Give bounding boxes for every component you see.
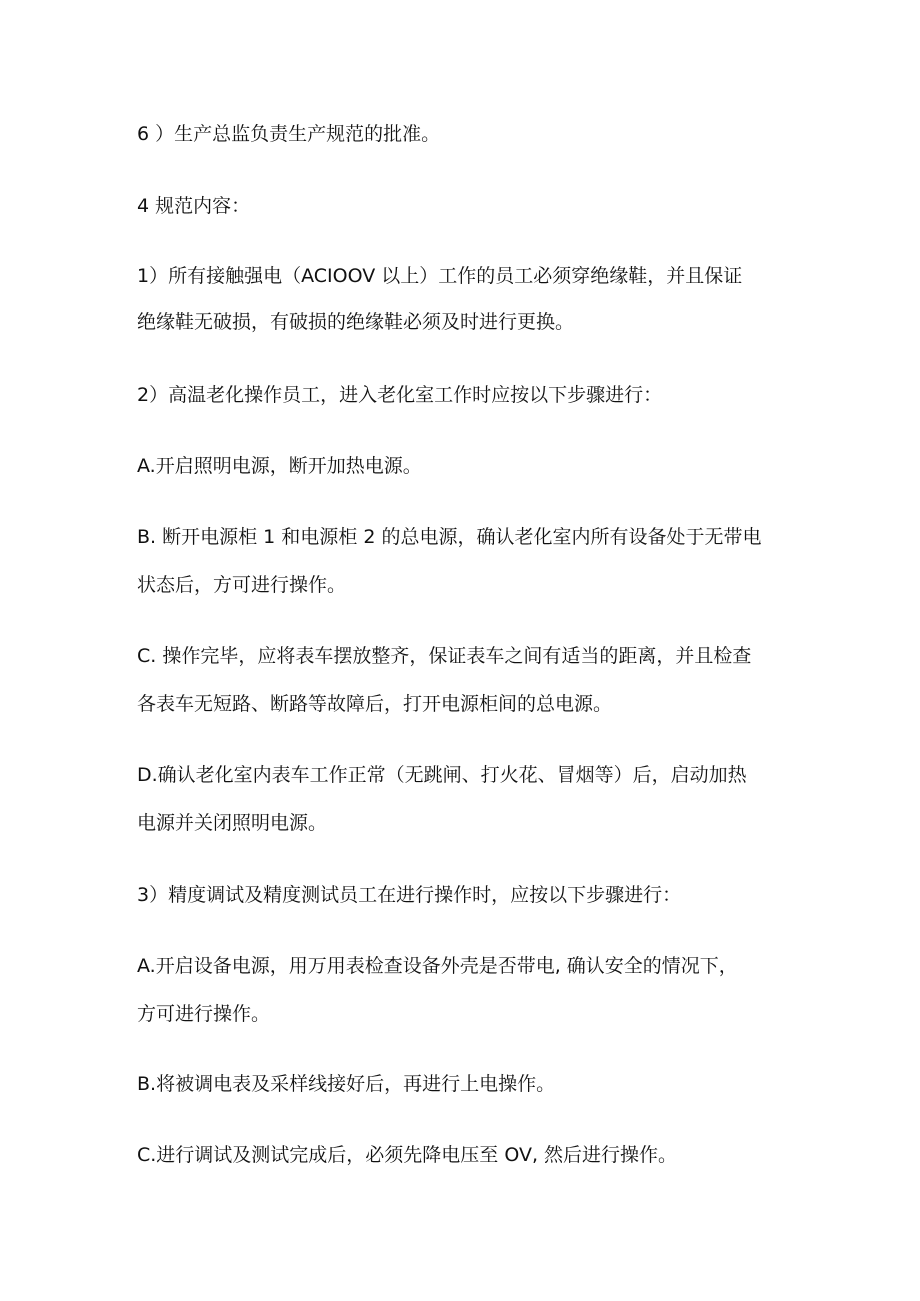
paragraph-3-precision-testing bbox=[137, 882, 797, 909]
step-c-voltage bbox=[137, 1142, 797, 1169]
text-line: B.将被调电表及采样线接好后，再进行上电操作。 bbox=[137, 1073, 556, 1095]
text-line: 6 ）生产总监负责生产规范的批准。 bbox=[137, 123, 441, 145]
text-line: 1）所有接触强电（ACIOOV 以上）工作的员工必须穿绝缘鞋，并且保证 bbox=[137, 265, 743, 287]
text-line: 状态后，方可进行操作。 bbox=[137, 574, 347, 596]
paragraph-2-aging-room bbox=[137, 382, 797, 409]
text-line: 电源并关闭照明电源。 bbox=[137, 812, 328, 834]
step-a-lighting bbox=[137, 453, 797, 480]
text-line: 各表车无短路、断路等故障后，打开电源柜间的总电源。 bbox=[137, 693, 613, 715]
text-line: B. 断开电源柜 1 和电源柜 2 的总电源，确认老化室内所有设备处于无带电 bbox=[137, 526, 762, 548]
text-line: A.开启照明电源，断开加热电源。 bbox=[137, 455, 422, 477]
text-line: C.进行调试及测试完成后，必须先降电压至 OV, 然后进行操作。 bbox=[137, 1144, 678, 1166]
section-heading-4 bbox=[137, 193, 797, 220]
text-line: C. 操作完毕，应将表车摆放整齐，保证表车之间有适当的距离，并且检查 bbox=[137, 645, 752, 667]
text-line: 3）精度调试及精度测试员工在进行操作时，应按以下步骤进行： bbox=[137, 884, 682, 906]
paragraph-6-approval bbox=[137, 121, 797, 148]
step-d-heating-power bbox=[137, 762, 797, 837]
text-line: 方可进行操作。 bbox=[137, 1003, 271, 1025]
text-line: 2）高温老化操作员工，进入老化室工作时应按以下步骤进行： bbox=[137, 384, 663, 406]
text-line: A.开启设备电源，用万用表检查设备外壳是否带电, 确认安全的情况下， bbox=[137, 955, 738, 977]
step-b-wiring bbox=[137, 1071, 797, 1098]
step-b-power-cabinet bbox=[137, 524, 797, 599]
section-heading: 4 规范内容： bbox=[137, 195, 251, 217]
paragraph-1-insulated-shoes bbox=[137, 263, 797, 336]
step-c-table-carts bbox=[137, 643, 797, 718]
text-line: 绝缘鞋无破损，有破损的绝缘鞋必须及时进行更换。 bbox=[137, 311, 575, 333]
step-a-equipment-power bbox=[137, 953, 797, 1028]
text-line: D.确认老化室内表车工作正常（无跳闸、打火花、冒烟等）后，启动加热 bbox=[137, 764, 747, 786]
